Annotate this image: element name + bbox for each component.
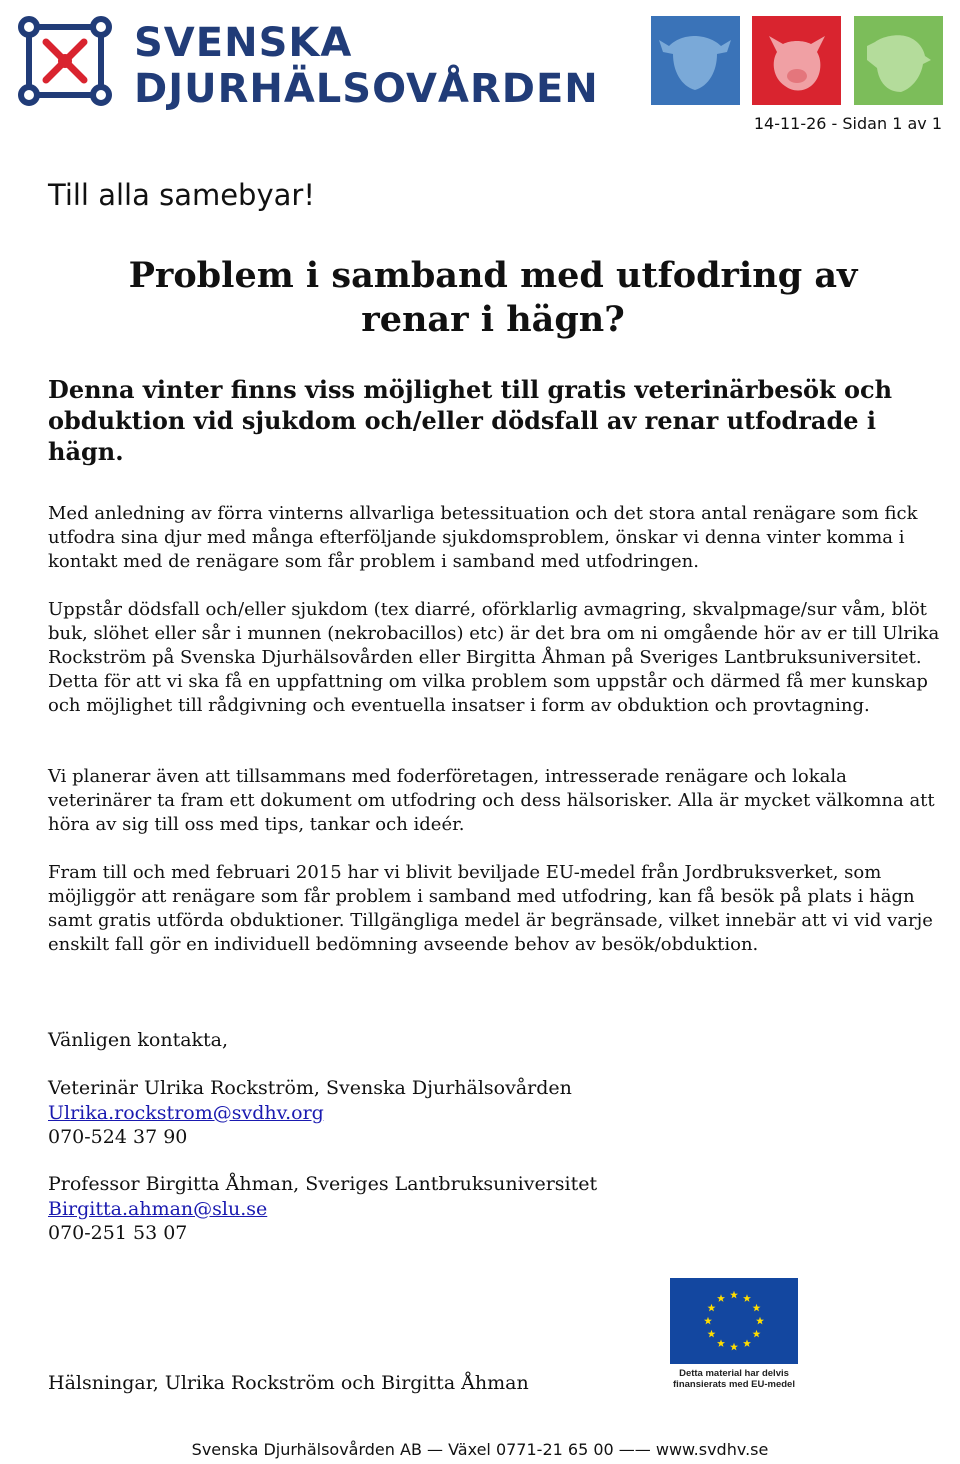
headline-line-1: Problem i samband med utfodring av [128,255,858,296]
contact-block [48,1172,597,1246]
body-paragraph: Vi planerar även att tillsammans med foderföretagen, intresserade renägare och lokala veterinärer ta fram ett dokument om utfodring och dess hälsorisker. Alla är mycket välkomna att höra av sig till oss med tips, tankar och ideér. [48,766,935,835]
contact-title: Professor Birgitta Åhman, Sveriges Lantbruksuniversitet [48,1173,598,1195]
animal-icon-group [651,16,943,105]
email-link[interactable]: Ulrika.rockstrom@svdhv.org [48,1101,324,1124]
phone-number: 070-251 53 07 [48,1222,188,1244]
body-paragraph: Med anledning av förra vinterns allvarliga betessituation och det stora antal renägare som fick utfodra sina djur med många efterföljande sjukdomsproblem, önskar vi denna vinter komma i kontakt med de renägare som får problem i samband med utfodringen. [48,503,918,572]
contact-block [48,1076,572,1150]
headline [48,254,938,342]
body-paragraph: Fram till och med februari 2015 har vi blivit beviljade EU-medel från Jordbruksverket, som möjliggör att renägare som får problem i samband med utfodring, kan få besök på plats i hägn samt gratis utförda obduktioner. Tillgängliga medel är begränsade, vilket innebär att vi vid varje enskilt fall gör en individuell bedömning avseende behov av besök/obduktion. [48,862,933,955]
logo-text-line-2: DJURHÄLSOVÅRDEN [134,66,599,112]
page-indicator: 14-11-26 - Sidan 1 av 1 [753,114,942,133]
cow-icon [651,16,740,105]
greeting: Till alla samebyar! [48,178,315,212]
eu-caption-line-1: Detta material har delvis [679,1368,789,1379]
network-node-icon [16,14,116,110]
sheep-icon [854,16,943,105]
headline-line-2: renar i hägn? [361,299,625,340]
email-link[interactable]: Birgitta.ahman@slu.se [48,1197,268,1220]
logo-text-line-1: SVENSKA [134,20,353,66]
eu-flag-icon [670,1278,798,1364]
pig-icon [752,16,841,105]
subheading: Denna vinter finns viss möjlighet till gratis veterinärbesök och obduktion vid sjukdom och/eller dödsfall av renar utfodrade i hägn. [48,375,893,466]
organization-logo [16,14,599,112]
eu-caption [670,1368,798,1390]
closing-line: Vänligen kontakta, [48,1029,229,1051]
eu-funding-badge [670,1278,798,1390]
contact-title: Veterinär Ulrika Rockström, Svenska Djurhälsovården [48,1077,572,1099]
phone-number: 070-524 37 90 [48,1126,188,1148]
eu-caption-line-2: finansierats med EU-medel [673,1379,795,1390]
footer-contact: Svenska Djurhälsovården AB — Växel 0771-21 65 00 —— www.svdhv.se [191,1440,769,1459]
regards-line: Hälsningar, Ulrika Rockström och Birgitta Åhman [48,1372,529,1394]
body-paragraph: Uppstår dödsfall och/eller sjukdom (tex diarré, oförklarlig avmagring, skvalpmage/sur våm, blöt buk, slöhet eller sår i munnen (nekrobacillos) etc) är det bra om ni omgående hör av er till Ulrika Rockström på Svenska Djurhälsovården eller Birgitta Åhman på Sveriges Lantbruksuniversitet. Detta för att vi ska få en uppfattning om vilka problem som uppstår och därmed få mer kunskap och möjlighet till rådgivning och eventuella insatser i form av obduktion och provtagning. [48,599,940,716]
